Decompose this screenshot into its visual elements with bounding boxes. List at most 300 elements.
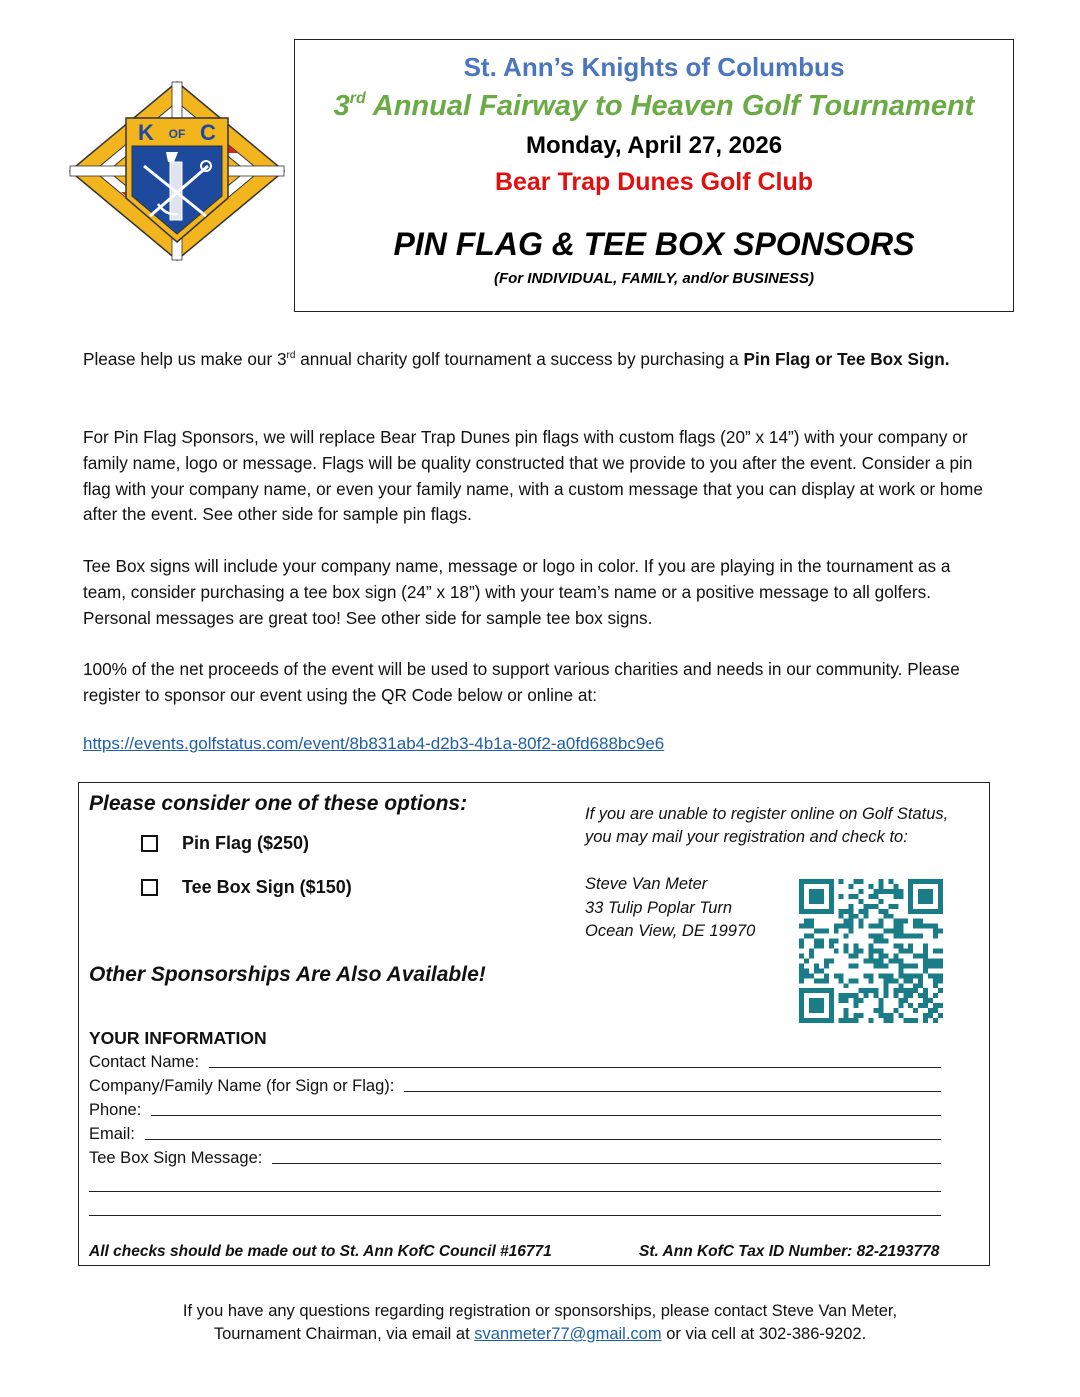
qr-module (908, 993, 913, 998)
qr-module (849, 919, 854, 924)
qr-module (809, 1008, 814, 1013)
tee-box-message-field[interactable] (89, 1149, 941, 1168)
qr-module (804, 1018, 809, 1023)
qr-module (893, 988, 898, 993)
qr-module (869, 953, 874, 958)
qr-module (799, 909, 804, 914)
qr-module (844, 909, 849, 914)
registration-link[interactable]: https://events.golfstatus.com/event/8b831ab4-d2b3-4b1a-80f2-a0fd688bc9e6 (83, 734, 665, 753)
qr-module (873, 988, 878, 993)
qr-module (938, 879, 943, 884)
qr-module (878, 963, 883, 968)
qr-module (933, 1008, 938, 1013)
qr-module (918, 899, 923, 904)
qr-module (834, 973, 839, 978)
qr-module (878, 934, 883, 939)
qr-module (799, 978, 804, 983)
qr-module (878, 973, 883, 978)
qr-module (908, 978, 913, 983)
qr-module (878, 958, 883, 963)
qr-module (854, 1013, 859, 1018)
qr-module (799, 1018, 804, 1023)
event-ordinal-number: 3 (333, 90, 350, 122)
qr-module (844, 949, 849, 954)
qr-module (824, 988, 829, 993)
qr-module (864, 993, 869, 998)
qr-module (938, 904, 943, 909)
qr-module (908, 879, 913, 884)
qr-module (854, 879, 859, 884)
qr-module (908, 1003, 913, 1008)
qr-module (849, 993, 854, 998)
qr-module (809, 973, 814, 978)
qr-module (928, 909, 933, 914)
qr-module (888, 904, 893, 909)
qr-module (844, 924, 849, 929)
qr-module (923, 879, 928, 884)
qr-module (878, 1003, 883, 1008)
qr-module (878, 889, 883, 894)
qr-module (908, 909, 913, 914)
contact-email-link[interactable]: svanmeter77@gmail.com (474, 1325, 662, 1343)
qr-module (829, 988, 834, 993)
qr-module (883, 983, 888, 988)
qr-module (869, 884, 874, 889)
qr-module (908, 934, 913, 939)
qr-module (859, 899, 864, 904)
qr-module (839, 973, 844, 978)
knights-of-columbus-logo (66, 78, 288, 264)
qr-module (849, 909, 854, 914)
qr-module (883, 953, 888, 958)
qr-module (938, 988, 943, 993)
qr-module (893, 924, 898, 929)
qr-module (854, 944, 859, 949)
qr-module (903, 978, 908, 983)
qr-module (809, 899, 814, 904)
qr-module (928, 924, 933, 929)
tee-box-message-input[interactable] (272, 1149, 941, 1164)
qr-module (829, 1008, 834, 1013)
qr-module (873, 889, 878, 894)
qr-module (839, 998, 844, 1003)
qr-module (819, 998, 824, 1003)
qr-module (819, 894, 824, 899)
qr-module (913, 879, 918, 884)
qr-module (824, 929, 829, 934)
address-name: Steve Van Meter (585, 875, 708, 893)
qr-module (928, 1013, 933, 1018)
qr-module (854, 949, 859, 954)
qr-module (923, 953, 928, 958)
qr-module (913, 983, 918, 988)
footer-line-1: If you have any questions regarding registration or sponsorships, please contact Steve Van Meter, (182, 1302, 898, 1320)
qr-module (898, 963, 903, 968)
qr-module (918, 889, 923, 894)
qr-module (799, 939, 804, 944)
qr-module (908, 889, 913, 894)
qr-module (799, 963, 804, 968)
qr-module (854, 894, 859, 899)
qr-module (928, 899, 933, 904)
qr-module (893, 889, 898, 894)
qr-module (923, 889, 928, 894)
qr-module (938, 884, 943, 889)
qr-module (893, 944, 898, 949)
qr-module (928, 998, 933, 1003)
qr-module (908, 884, 913, 889)
qr-module (859, 924, 864, 929)
qr-module (829, 904, 834, 909)
qr-module (933, 1018, 938, 1023)
qr-module (928, 973, 933, 978)
qr-module (804, 934, 809, 939)
email-label: Email: (89, 1125, 135, 1143)
qr-module (839, 1018, 844, 1023)
tee-box-message-line-3[interactable] (89, 1215, 941, 1216)
qr-module (809, 988, 814, 993)
qr-module (869, 924, 874, 929)
qr-module (938, 889, 943, 894)
qr-module (878, 909, 883, 914)
qr-module (923, 958, 928, 963)
qr-module (918, 919, 923, 924)
qr-module (799, 894, 804, 899)
qr-module (849, 1018, 854, 1023)
qr-module (903, 993, 908, 998)
qr-module (933, 934, 938, 939)
qr-module (819, 1003, 824, 1008)
qr-module (834, 949, 839, 954)
qr-module (814, 889, 819, 894)
qr-module (918, 983, 923, 988)
logo-letter-k: K (138, 120, 154, 145)
qr-module (844, 993, 849, 998)
qr-module (878, 949, 883, 954)
qr-module (923, 909, 928, 914)
qr-module (844, 983, 849, 988)
qr-module (938, 1013, 943, 1018)
qr-module (903, 949, 908, 954)
qr-module (873, 904, 878, 909)
qr-module (898, 924, 903, 929)
qr-module (799, 1013, 804, 1018)
qr-module (888, 973, 893, 978)
qr-module (898, 889, 903, 894)
qr-module (923, 949, 928, 954)
pin-flag-label: Pin Flag ($250) (182, 833, 310, 853)
qr-module (799, 924, 804, 929)
qr-module (878, 879, 883, 884)
other-sponsorships-note: Other Sponsorships Are Also Available! (89, 963, 486, 986)
your-information-heading: YOUR INFORMATION (89, 1028, 267, 1048)
tee-box-sign-checkbox[interactable] (141, 879, 158, 896)
qr-module (819, 909, 824, 914)
company-family-name-field[interactable] (89, 1077, 941, 1096)
qr-module (824, 963, 829, 968)
qr-module (829, 899, 834, 904)
qr-module (804, 988, 809, 993)
qr-module (814, 929, 819, 934)
qr-module (839, 993, 844, 998)
qr-module (888, 1018, 893, 1023)
qr-module (849, 904, 854, 909)
qr-module (864, 904, 869, 909)
qr-module (888, 914, 893, 919)
page-subtitle: (For INDIVIDUAL, FAMILY, and/or BUSINESS) (493, 270, 815, 287)
qr-module (908, 949, 913, 954)
event-name (295, 90, 1013, 123)
event-name-text: Annual Fairway to Heaven Golf Tournament (365, 90, 975, 122)
qr-module (923, 1013, 928, 1018)
qr-module (859, 909, 864, 914)
qr-module (804, 958, 809, 963)
registration-form (78, 782, 990, 1266)
qr-module (829, 939, 834, 944)
qr-module (849, 884, 854, 889)
qr-module (873, 1008, 878, 1013)
tax-id-note: St. Ann KofC Tax ID Number: 82-2193778 (639, 1243, 940, 1260)
qr-module (814, 939, 819, 944)
proceeds-paragraph: 100% of the net proceeds of the event will be used to support various charities and needs in our community. Please register to sponsor our event using the QR Code below or online at: (83, 659, 960, 705)
tee-box-message-line-2[interactable] (89, 1191, 941, 1192)
qr-module (903, 973, 908, 978)
qr-module (898, 968, 903, 973)
company-family-name-input[interactable] (404, 1077, 941, 1092)
event-venue: Bear Trap Dunes Golf Club (494, 168, 814, 196)
qr-module (819, 988, 824, 993)
qr-module (938, 894, 943, 899)
qr-module (938, 1003, 943, 1008)
qr-module (893, 953, 898, 958)
qr-module (873, 949, 878, 954)
qr-module (844, 919, 849, 924)
qr-module (933, 958, 938, 963)
qr-module (873, 894, 878, 899)
qr-module (878, 919, 883, 924)
qr-module (859, 889, 864, 894)
qr-module (799, 1008, 804, 1013)
qr-module (878, 939, 883, 944)
qr-module (898, 973, 903, 978)
qr-module (893, 919, 898, 924)
qr-module (923, 963, 928, 968)
qr-module (883, 939, 888, 944)
qr-module (888, 1013, 893, 1018)
qr-module (839, 924, 844, 929)
qr-module (898, 929, 903, 934)
qr-module (913, 988, 918, 993)
qr-module (809, 879, 814, 884)
qr-module (918, 953, 923, 958)
qr-module (814, 968, 819, 973)
qr-code-icon[interactable] (799, 879, 943, 1023)
qr-module (878, 884, 883, 889)
qr-module (873, 958, 878, 963)
tee-box-message-label: Tee Box Sign Message: (89, 1149, 263, 1167)
qr-module (908, 1018, 913, 1023)
qr-module (903, 1018, 908, 1023)
qr-module (923, 894, 928, 899)
qr-module (849, 894, 854, 899)
tee-box-paragraph: Tee Box signs will include your company name, message or logo in color. If you are playing in the tournament as a team, consider purchasing a tee box sign (24” x 18”) with your team’s name or a positive message to all golfers. Personal messages are great too! See other side for sample tee box signs. (83, 556, 951, 628)
qr-module (814, 1018, 819, 1023)
qr-module (839, 978, 844, 983)
qr-module (913, 909, 918, 914)
phone-input[interactable] (151, 1101, 941, 1116)
qr-module (809, 953, 814, 958)
qr-module (839, 879, 844, 884)
qr-module (888, 929, 893, 934)
qr-module (799, 998, 804, 1003)
qr-module (829, 1003, 834, 1008)
qr-module (898, 944, 903, 949)
qr-module (883, 914, 888, 919)
qr-module (878, 1013, 883, 1018)
qr-module (799, 988, 804, 993)
qr-module (883, 963, 888, 968)
qr-module (873, 934, 878, 939)
page-title: PIN FLAG & TEE BOX SPONSORS (393, 226, 915, 262)
qr-module (864, 914, 869, 919)
qr-module (928, 1008, 933, 1013)
qr-module (873, 939, 878, 944)
checks-payable-note: All checks should be made out to St. Ann KofC Council #16771 (89, 1243, 552, 1260)
qr-module (859, 879, 864, 884)
qr-module (928, 879, 933, 884)
email-field[interactable] (89, 1125, 941, 1144)
qr-module (829, 998, 834, 1003)
qr-module (854, 998, 859, 1003)
qr-module (824, 909, 829, 914)
qr-module (893, 958, 898, 963)
qr-module (854, 953, 859, 958)
qr-module (814, 894, 819, 899)
qr-module (799, 1003, 804, 1008)
qr-module (903, 919, 908, 924)
qr-module (814, 963, 819, 968)
footer-line-2-end: or via cell at 302-386-9202. (661, 1325, 867, 1343)
qr-module (859, 988, 864, 993)
phone-field[interactable] (89, 1101, 941, 1120)
qr-module (869, 944, 874, 949)
qr-module (864, 988, 869, 993)
qr-module (849, 963, 854, 968)
event-date: Monday, April 27, 2026 (525, 132, 783, 159)
qr-module (804, 924, 809, 929)
qr-module (883, 973, 888, 978)
qr-module (809, 924, 814, 929)
option-tee-box-sign[interactable] (141, 877, 352, 898)
qr-module (923, 924, 928, 929)
company-family-name-label: Company/Family Name (for Sign or Flag): (89, 1077, 395, 1095)
qr-module (938, 899, 943, 904)
qr-module (844, 1008, 849, 1013)
qr-module (918, 894, 923, 899)
qr-module (819, 1018, 824, 1023)
intro-text: Please help us make our 3 (83, 349, 287, 369)
qr-module (888, 889, 893, 894)
qr-module (854, 978, 859, 983)
qr-module (903, 934, 908, 939)
qr-module (908, 944, 913, 949)
qr-module (824, 978, 829, 983)
qr-module (913, 1008, 918, 1013)
qr-module (918, 924, 923, 929)
qr-module (839, 894, 844, 899)
qr-module (799, 904, 804, 909)
qr-module (819, 978, 824, 983)
qr-module (829, 889, 834, 894)
qr-module (918, 973, 923, 978)
qr-module (878, 899, 883, 904)
qr-module (928, 963, 933, 968)
qr-module (923, 1018, 928, 1023)
qr-module (898, 958, 903, 963)
qr-module (883, 1013, 888, 1018)
qr-module (819, 944, 824, 949)
qr-module (854, 1018, 859, 1023)
qr-module (938, 958, 943, 963)
qr-module (883, 1018, 888, 1023)
qr-module (898, 1003, 903, 1008)
qr-module (849, 924, 854, 929)
pin-flag-checkbox[interactable] (141, 835, 158, 852)
qr-module (824, 958, 829, 963)
qr-module (799, 884, 804, 889)
qr-module (913, 924, 918, 929)
email-input[interactable] (145, 1125, 941, 1140)
qr-module (933, 973, 938, 978)
mail-note-line-1: If you are unable to register online on Golf Status, (585, 805, 949, 823)
qr-module (819, 889, 824, 894)
contact-name-field[interactable] (89, 1053, 941, 1072)
qr-module (908, 973, 913, 978)
qr-module (928, 894, 933, 899)
option-pin-flag[interactable] (141, 833, 309, 854)
qr-module (859, 1013, 864, 1018)
qr-module (809, 934, 814, 939)
options-title: Please consider one of these options: (89, 792, 468, 815)
qr-module (809, 909, 814, 914)
qr-module (913, 953, 918, 958)
tee-box-sign-label: Tee Box Sign ($150) (182, 877, 352, 897)
qr-module (869, 973, 874, 978)
qr-module (913, 934, 918, 939)
qr-module (883, 909, 888, 914)
qr-module (844, 1018, 849, 1023)
qr-module (898, 919, 903, 924)
mailing-address (585, 873, 755, 944)
qr-module (799, 899, 804, 904)
qr-module (938, 909, 943, 914)
address-city: Ocean View, DE 19970 (585, 922, 756, 940)
qr-module (883, 988, 888, 993)
qr-module (908, 904, 913, 909)
contact-name-input[interactable] (209, 1053, 941, 1068)
contact-footer (0, 1300, 1080, 1346)
qr-module (903, 988, 908, 993)
qr-module (834, 929, 839, 934)
qr-module (824, 1018, 829, 1023)
qr-module (869, 949, 874, 954)
qr-module (888, 958, 893, 963)
qr-module (923, 899, 928, 904)
qr-module (859, 998, 864, 1003)
qr-module (844, 1013, 849, 1018)
qr-module (804, 968, 809, 973)
qr-module (814, 879, 819, 884)
